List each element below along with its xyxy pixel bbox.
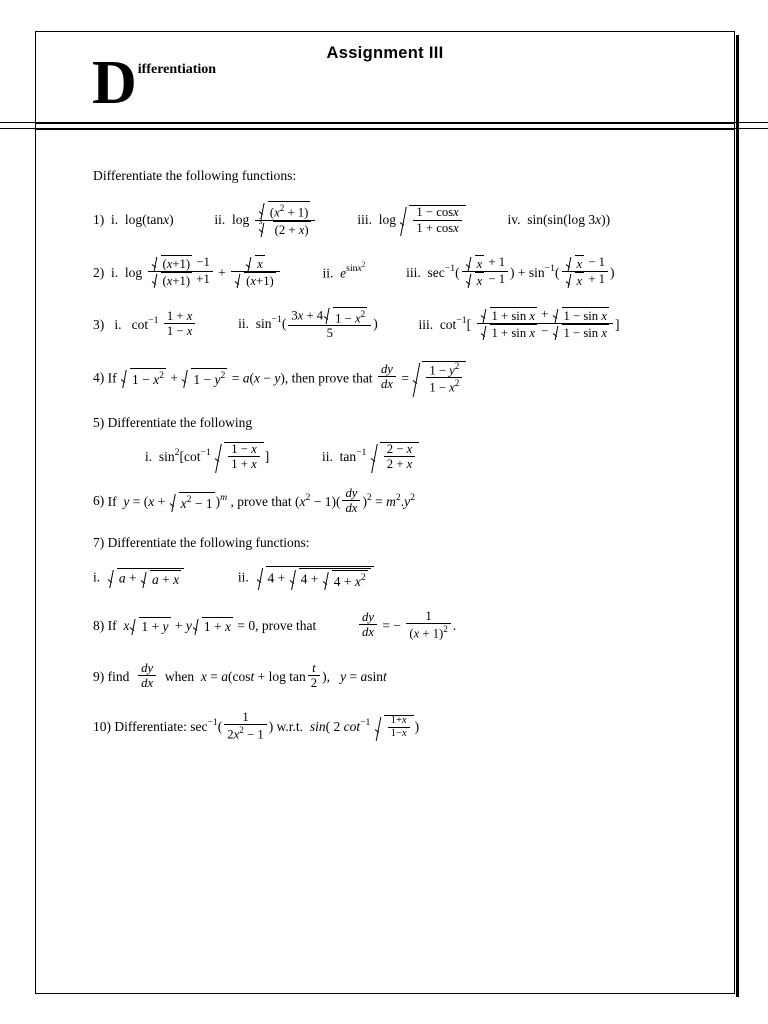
item-5-text: Differentiate the following bbox=[107, 415, 253, 431]
item-1-part-iii: iii. log $\frac{1 - \cos x}{1 + \cos x}$ bbox=[357, 205, 466, 236]
problem-item-6 bbox=[93, 485, 704, 517]
problem-item-8 bbox=[93, 608, 704, 643]
section-heading-text: ifferentiation bbox=[137, 62, 217, 77]
item-3-part-i: i. $\cot^{-1}$ $\frac{1 + x}{1 - x}$ bbox=[108, 311, 198, 340]
document-header bbox=[36, 32, 734, 123]
item-3-part-ii: ii. $\sin^{-1}$( $\frac{3x + 4 1 - x^2}{5}$ ) bbox=[238, 307, 378, 341]
item-number: 10) bbox=[93, 719, 111, 735]
item-number: 4) bbox=[93, 369, 105, 385]
item-7-part-ii: ii. $4 + 4 + 4 + x^2$ bbox=[238, 566, 375, 591]
item-4-text: If $1 - x^2 + 1 - y^2 = a(x - y)$, then prove that $\frac{dy}{dx}$ = $\frac{1 - y^2}{1 - x^2}$ bbox=[108, 361, 468, 398]
page-title: Assignment III bbox=[326, 44, 444, 62]
item-number: 3) bbox=[93, 316, 105, 332]
problem-item-5 bbox=[93, 415, 704, 473]
item-number: 2) bbox=[93, 264, 105, 280]
problem-item-1 bbox=[93, 203, 704, 239]
section-heading bbox=[92, 49, 217, 117]
item-5-part-i: i. $\sin^2[\cot^{-1}$ $\frac{1 - x}{1 + x}$ ] bbox=[145, 442, 269, 473]
item-number: 5) bbox=[93, 415, 105, 431]
intro-text: Differentiate the following functions: bbox=[93, 168, 297, 183]
document-page bbox=[35, 31, 735, 994]
page-shadow bbox=[736, 35, 739, 997]
item-number: 7) bbox=[93, 534, 105, 550]
item-7-text: Differentiate the following functions: bbox=[107, 534, 310, 550]
document-body bbox=[36, 128, 734, 993]
item-1-part-iv: iv. sin(sin(log 3x)) bbox=[507, 212, 611, 228]
item-7-part-i: i. a + a + x bbox=[93, 568, 185, 589]
item-9-text: find $\frac{dy}{dx}$ when x = a(cost + log tan $\frac{t}{2}$ ), y = asint bbox=[107, 660, 387, 691]
problem-item-4 bbox=[93, 361, 704, 398]
item-number: 8) bbox=[93, 617, 105, 633]
item-8-text: If x 1 + y + y 1 + x = 0, prove that $\frac{dy}{dx}$ = − $\frac{1}{(x + 1)^2}$ . bbox=[107, 608, 457, 641]
item-10-text: Differentiate: $\sec^{-1}$( $\frac{1}{2x^2 - 1}$ ) w.r.t. sin( 2 $\cot^{-1}$ $\frac{1+x}{1-x}$ ) bbox=[114, 710, 420, 743]
problem-item-10 bbox=[93, 712, 704, 744]
item-number: 6) bbox=[93, 493, 105, 509]
drop-cap-letter: D bbox=[92, 49, 137, 117]
item-2-part-iii: iii. $\sec^{-1}$( $\frac{x + 1}{x - 1}$ ) + $\sin^{-1}$( $\frac{x - 1}{x + 1}$ ) bbox=[406, 255, 615, 289]
problem-item-7 bbox=[93, 535, 704, 591]
item-2-part-i: i. log $\frac{(x+1) -1}{(x+1) +1}$ + $\frac{x}{(x+1)}$ bbox=[108, 257, 282, 290]
item-1-part-i: i. log(tanx) bbox=[107, 212, 174, 228]
problem-item-2 bbox=[93, 257, 704, 290]
problem-item-9 bbox=[93, 660, 704, 692]
item-2-part-ii: ii. $e^{sinx^2}$ bbox=[322, 260, 366, 280]
item-number: 1) bbox=[93, 212, 105, 228]
item-3-part-iii: iii. $\cot^{-1}$[ $\frac{\text{1 + sin x + 1 − sin x}}{\text{1 + sin x − 1 − sin x}}$ ] bbox=[418, 306, 620, 341]
item-1-part-ii: ii. log $(x^2 + 1)$ 3 (2 + x) bbox=[214, 203, 316, 239]
item-number: 9) bbox=[93, 668, 105, 684]
item-5-part-ii: ii. $\tan^{-1}$ $\frac{2 - x}{2 + x}$ bbox=[322, 442, 420, 473]
problem-item-3 bbox=[93, 308, 704, 342]
item-6-text: If $y = (x + x^2 - 1$ )$^m$ , prove that $(x^2 - 1)$( $\frac{dy}{dx}$ )$^2 = m^2.y^2$ bbox=[107, 485, 416, 515]
full-width-divider bbox=[0, 122, 768, 129]
